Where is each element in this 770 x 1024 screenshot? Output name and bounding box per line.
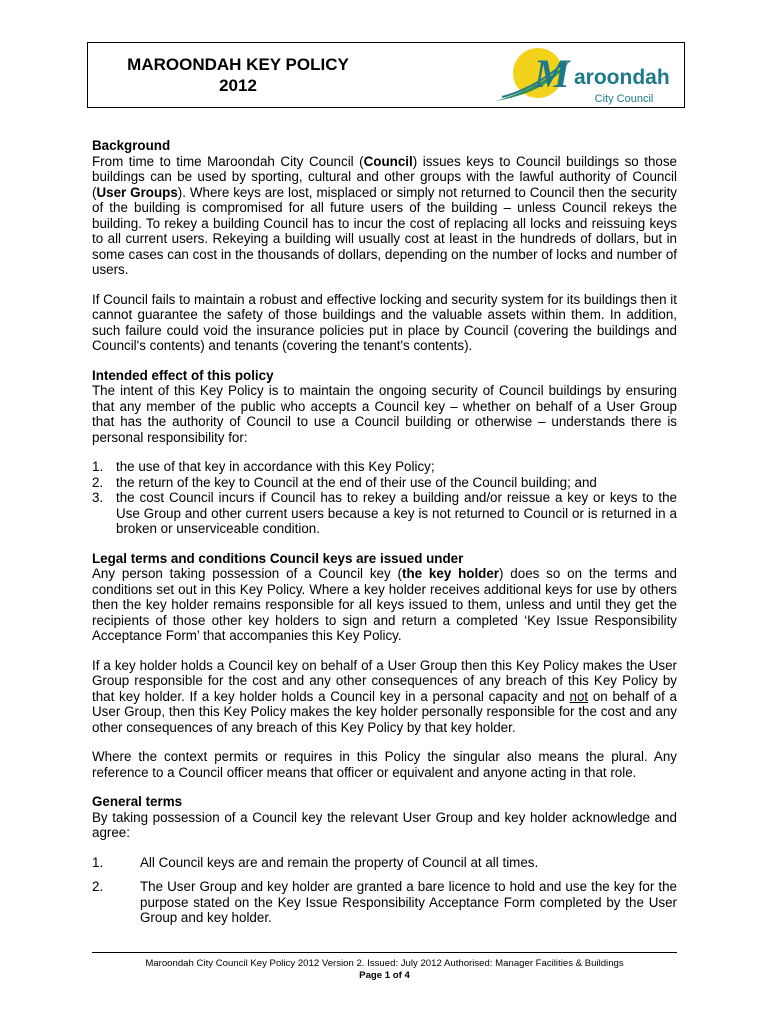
document-title xyxy=(88,43,388,107)
title-line-1: MAROONDAH KEY POLICY xyxy=(127,55,349,74)
legal-paragraph-1: Any person taking possession of a Council key (the key holder) does so on the terms and conditions set out in this Key Policy. Where a key holder receives additional keys for use by others then the key holder remains responsible for all keys issued to them, unless and until they get the recipients of those other key holders to sign and return a completed ‘Key Issue Responsibility Acceptance Form’ that accompanies this Key Policy. xyxy=(92,566,677,643)
title-line-2: 2012 xyxy=(219,76,257,95)
footer-text: Maroondah City Council Key Policy 2012 Version 2. Issued: July 2012 Authorised: Manager Facilities & Buildings xyxy=(145,958,624,969)
section-heading-background: Background xyxy=(92,138,171,153)
legal-paragraph-3: Where the context permits or requires in this Policy the singular also means the plural. Any reference to a Council officer means that officer or equivalent and anyone acting in that role. xyxy=(92,749,677,780)
list-item: 2. the return of the key to Council at the end of their use of the Council building; and xyxy=(92,474,597,490)
page-footer xyxy=(92,952,677,982)
general-terms-list xyxy=(92,855,677,926)
maroondah-logo xyxy=(492,47,682,105)
legal-paragraph-2: If a key holder holds a Council key on behalf of a User Group then this Key Policy makes the User Group responsible for the cost and any other consequences of any breach of this Key Policy by that key holder. If a key holder holds a Council key in a personal capacity and not on behalf of a User Group, then this Key Policy makes the key holder personally responsible for the cost and any other consequences of any breach of this Key Policy by that key holder. xyxy=(92,657,677,735)
page-number: Page 1 of 4 xyxy=(359,970,410,981)
logo-word: aroondah xyxy=(574,66,670,89)
background-paragraph-1: From time to time Maroondah City Council (Council) issues keys to Council buildings so those buildings can be used by sporting, cultural and other groups with the lawful authority of Council (User Groups). Where keys are lost, misplaced or simply not returned to Council then the security of the building is compromised for all future users of the building – unless Council rekeys the building. To rekey a building Council has to incur the cost of replacing all locks and reissuing keys to all current users. Rekeying a building will usually cost at least in the hundreds of dollars, but in some cases can cost in the thousands of dollars, depending on the number of locks and number of users. xyxy=(92,153,677,277)
intended-paragraph: The intent of this Key Policy is to maintain the ongoing security of Council buildings by ensuring that any member of the public who accepts a Council key – whether on behalf of a User Group that has the authority of Council to use a Council building or otherwise – understands there is personal responsibility for: xyxy=(92,383,677,445)
section-heading-intended-effect: Intended effect of this policy xyxy=(92,367,274,383)
background-paragraph-2: If Council fails to maintain a robust and effective locking and security system for its buildings then it cannot guarantee the safety of those buildings and the valuable assets within them. In addition, such failure could void the insurance policies put in place by Council (covering the buildings and Council's contents) and tenants (covering the tenant's contents). xyxy=(92,291,677,353)
logo-letter: M xyxy=(534,51,570,96)
list-item: 1. All Council keys are and remain the property of Council at all times. xyxy=(92,854,539,870)
section-heading-legal-terms: Legal terms and conditions Council keys are issued under xyxy=(92,550,464,566)
logo-subtitle: City Council xyxy=(594,93,654,105)
general-paragraph: By taking possession of a Council key the relevant User Group and key holder acknowledge and agree: xyxy=(92,809,677,840)
list-item: 2. The User Group and key holder are granted a bare licence to hold and use the key for the purpose stated on the Key Issue Responsibility Acceptance Form completed by the User Group and key holder. xyxy=(92,879,677,925)
responsibility-list xyxy=(92,459,677,537)
section-heading-general-terms: General terms xyxy=(92,794,183,809)
document-body xyxy=(92,138,677,935)
list-item: 3. the cost Council incurs if Council has to rekey a building and/or reissue a key or keys to the Use Group and other current users because a key is not returned to Council or is returned in a broken or unserviceable condition. xyxy=(92,490,677,536)
header-box xyxy=(87,42,685,108)
list-item: 1. the use of that key in accordance with this Key Policy; xyxy=(92,459,435,474)
